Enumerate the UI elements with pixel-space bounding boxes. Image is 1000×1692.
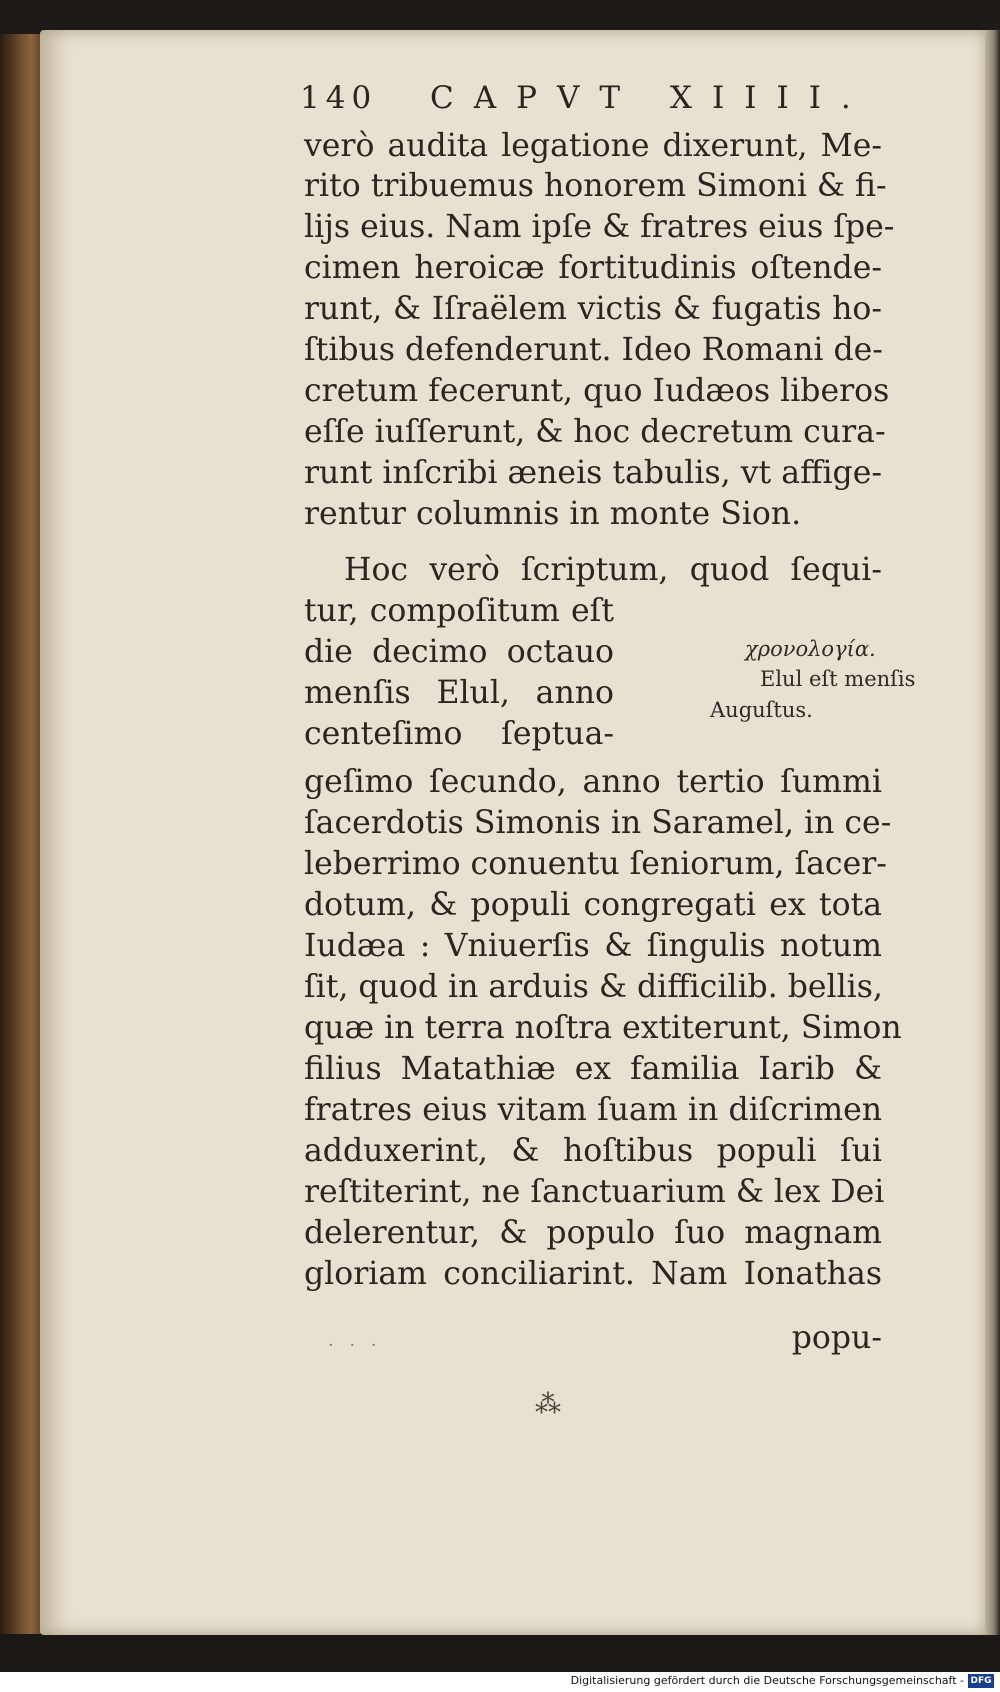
body-line: rentur columnis in monte Sion. [304, 496, 802, 532]
body-line: cimen heroicæ fortitudinis oſtende- [304, 250, 882, 286]
margin-note-line: Auguſtus. [710, 698, 813, 722]
body-line: leberrimo conuentu ſeniorum, ſacer- [304, 846, 887, 882]
body-line: verò audita legatione dixerunt, Me- [304, 128, 882, 164]
body-line: dotum, & populi congregati ex tota [304, 887, 882, 923]
body-line: centeſimo ſeptua- [304, 716, 614, 752]
running-header [300, 80, 880, 120]
scan-background-top [0, 0, 1000, 34]
page-number: 140 [300, 80, 378, 116]
dfg-logo: DFG [968, 1674, 994, 1688]
running-title: CAPVT XIIII. [430, 80, 871, 116]
digitization-credit: Digitalisierung gefördert durch die Deutsche Forschungsgemeinschaft - [570, 1674, 964, 1687]
body-line: rito tribuemus honorem Simoni & fi- [304, 168, 887, 204]
scan-background-bottom [0, 1635, 1000, 1672]
ink-smudge: · · · [328, 1335, 382, 1356]
body-line: adduxerint, & hoſtibus populi ſui [304, 1133, 882, 1169]
body-line: eſſe iuſſerunt, & hoc decretum cura- [304, 414, 886, 450]
body-line: filius Matathiæ ex familia Iarib & [304, 1051, 882, 1087]
catchword: popu- [791, 1320, 882, 1356]
body-line: runt inſcribi æneis tabulis, vt affige- [304, 455, 882, 491]
book-spine [0, 34, 44, 1634]
body-line: ſtibus defenderunt. Ideo Romani de- [304, 332, 883, 368]
body-line: ſit, quod in arduis & difficilib. bellis, [304, 969, 883, 1005]
margin-note-greek: χρονολογία. [745, 637, 876, 661]
body-line: menſis Elul, anno [304, 675, 614, 711]
body-line: quæ in terra noſtra extiterunt, Simon [304, 1010, 902, 1046]
body-line: ſacerdotis Simonis in Saramel, in ce- [304, 805, 892, 841]
margin-note-line: Elul eſt menſis [760, 667, 916, 691]
paragraph-start-line: Hoc verò ſcriptum, quod ſequi- [344, 552, 882, 588]
body-line: Iudæa : Vniuerſis & ſingulis notum [304, 928, 882, 964]
body-line: gloriam conciliarint. Nam Ionathas [304, 1256, 882, 1292]
page-edge [985, 30, 1000, 1635]
ornament-mark: ⁂ [535, 1390, 561, 1420]
body-line: geſimo ſecundo, anno tertio ſummi [304, 764, 882, 800]
body-line: reſtiterint, ne ſanctuarium & lex Dei [304, 1174, 885, 1210]
body-line: tur, compoſitum eſt [304, 593, 614, 629]
body-line: delerentur, & populo ſuo magnam [304, 1215, 882, 1251]
body-line: runt, & Iſraëlem victis & fugatis ho- [304, 291, 882, 327]
body-line: fratres eius vitam ſuam in diſcrimen [304, 1092, 882, 1128]
body-line: die decimo octauo [304, 634, 614, 670]
body-line: cretum fecerunt, quo Iudæos liberos [304, 373, 890, 409]
body-line: lijs eius. Nam ipſe & fratres eius ſpe- [304, 209, 895, 245]
